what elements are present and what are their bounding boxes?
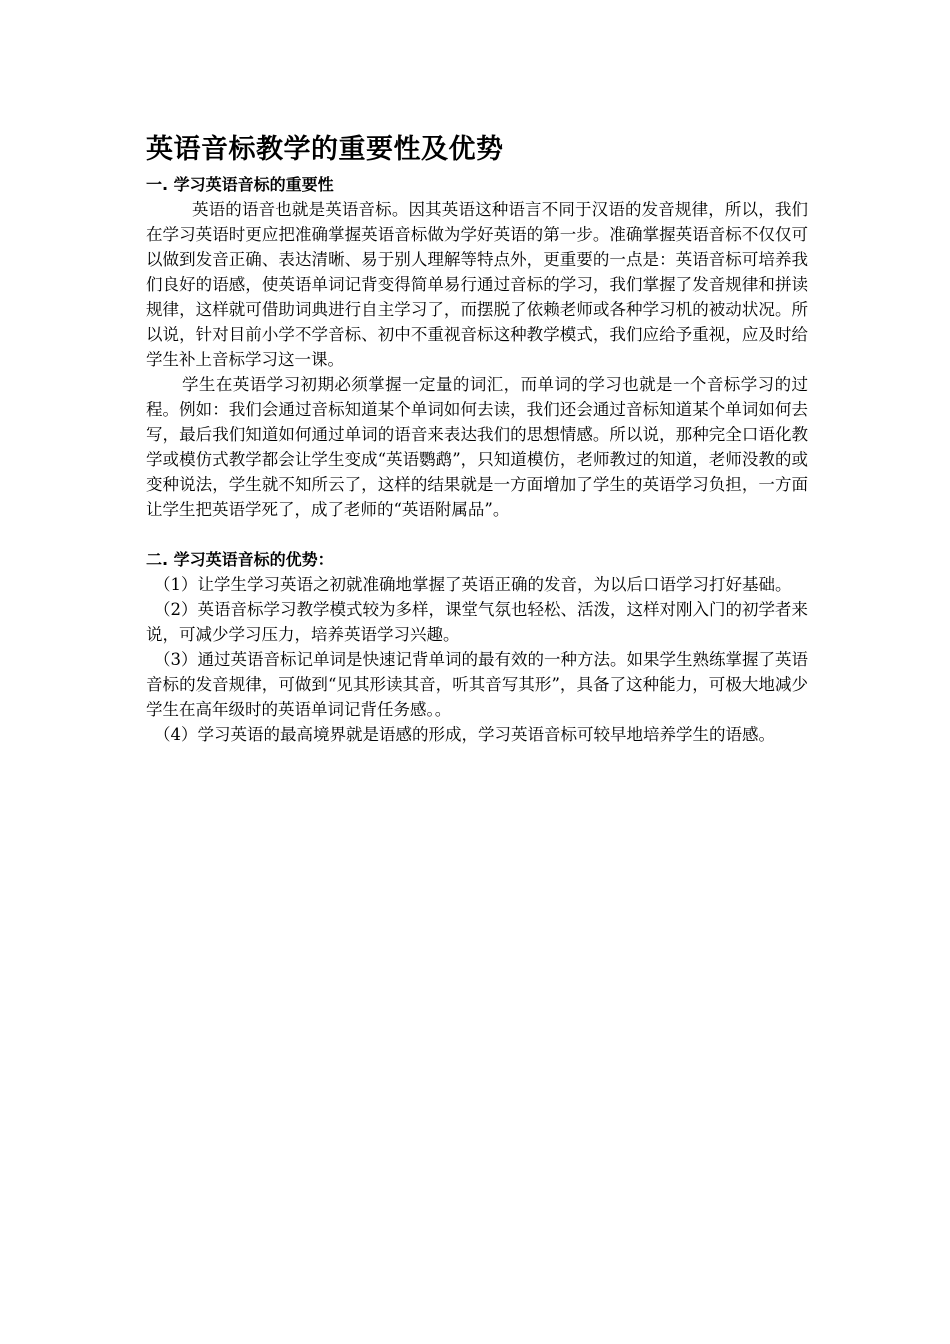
document-page (146, 128, 808, 747)
section-1-paragraph-1: 英语的语音也就是英语音标。因其英语这种语言不同于汉语的发音规律，所以，我们在学习英语时更应把准确掌握英语音标做为学好英语的第一步。准确掌握英语音标不仅仅可以做到发音正确、表达清晰、易于别人理解等特点外，更重要的一点是：英语音标可培养我们良好的语感，使英语单词记背变得简单易行通过音标的学习，我们掌握了发音规律和拼读规律，这样就可借助词典进行自主学习了，而摆脱了依赖老师或各种学习机的被动状况。所以说，针对目前小学不学音标、初中不重视音标这种教学模式，我们应给予重视，应及时给学生补上音标学习这一课。 (146, 200, 808, 369)
advantage-item-1: （1）让学生学习英语之初就准确地掌握了英语正确的发音，为以后口语学习打好基础。 (154, 575, 792, 594)
section-2-heading: 二. 学习英语音标的优势： (146, 550, 334, 569)
section-1-paragraph-2: 学生在英语学习初期必须掌握一定量的词汇，而单词的学习也就是一个音标学习的过程。例如：我们会通过音标知道某个单词如何去读，我们还会通过音标知道某个单词如何去写，最后我们知道如何通过单词的语音来表达我们的思想情感。所以说，那种完全口语化教学或模仿式教学都会让学生变成“英语鹦鹉”，只知道模仿，老师教过的知道，老师没教的或变种说法，学生就不知所云了，这样的结果就是一方面增加了学生的英语学习负担，一方面让学生把英语学死了，成了老师的“英语附属品”。 (146, 375, 808, 519)
section-1-heading: 一. 学习英语音标的重要性 (146, 175, 334, 194)
section-spacer (146, 522, 808, 547)
advantage-item-2: （2）英语音标学习教学模式较为多样，课堂气氛也轻松、活泼，这样对刚入门的初学者来说，可减少学习压力，培养英语学习兴趣。 (146, 600, 808, 644)
advantage-item-4: （4）学习英语的最高境界就是语感的形成，学习英语音标可较早地培养学生的语感。 (154, 725, 775, 744)
document-title: 英语音标教学的重要性及优势 (146, 134, 504, 165)
advantage-item-3: （3）通过英语音标记单词是快速记背单词的最有效的一种方法。如果学生熟练掌握了英语音标的发音规律，可做到“见其形读其音，听其音写其形”，具备了这种能力，可极大地减少学生在高年级时的英语单词记背任务感。。 (146, 650, 808, 719)
